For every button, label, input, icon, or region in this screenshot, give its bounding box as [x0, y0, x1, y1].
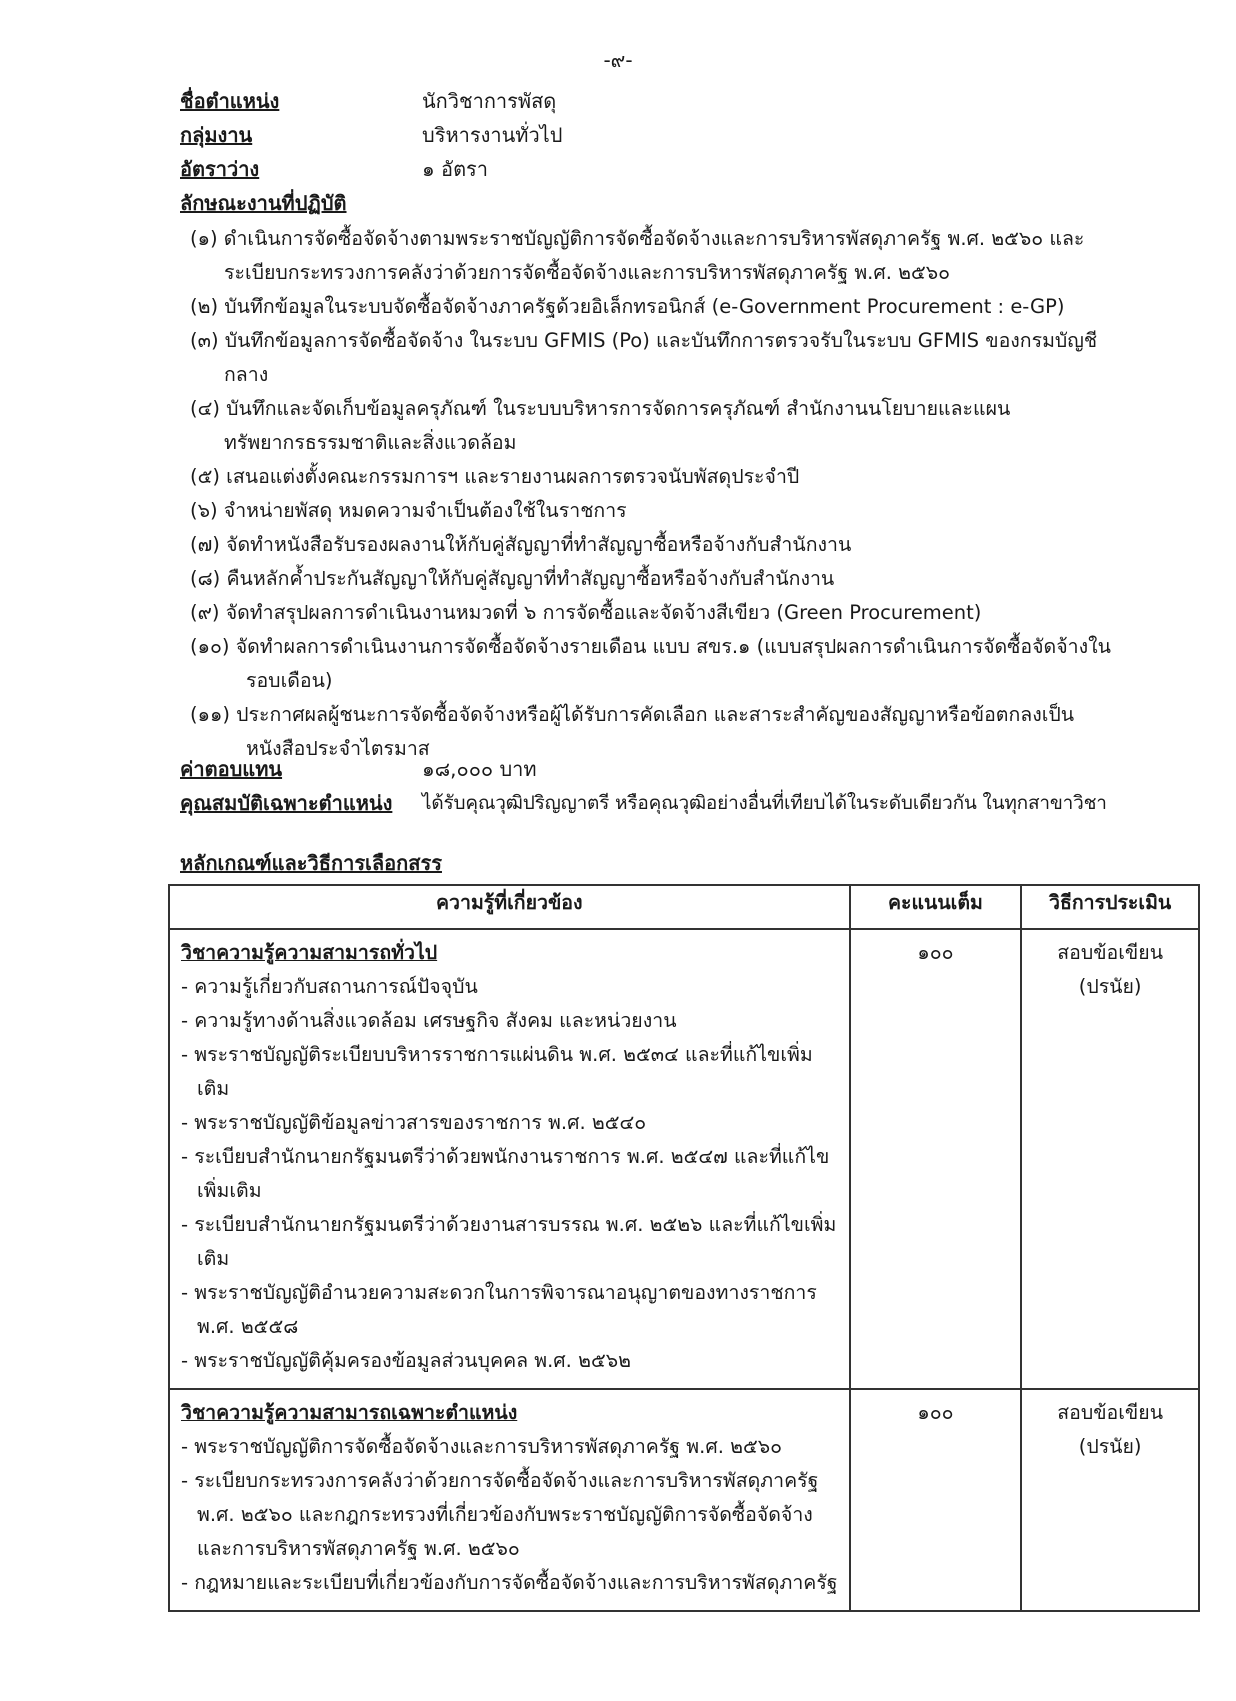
topic-item: - กฎหมายและระเบียบที่เกี่ยวข้องกับการจัดซื้อจัดจ้างและการบริหารพัสดุภาครัฐ [181, 1571, 838, 1594]
criteria-heading: หลักเกณฑ์และวิธีการเลือกสรร [180, 851, 442, 875]
topic-item: - ระเบียบสำนักนายกรัฐมนตรีว่าด้วยงานสารบรรณ พ.ศ. ๒๕๒๖ และที่แก้ไขเพิ่มเติม [181, 1213, 837, 1270]
knowledge-cell [169, 929, 850, 1389]
topic-item: - ความรู้ทางด้านสิ่งแวดล้อม เศรษฐกิจ สังคม และหน่วยงาน [181, 1009, 677, 1032]
duty-item: (๒) บันทึกข้อมูลในระบบจัดซื้อจัดจ้างภาครัฐด้วยอิเล็กทรอนิกส์ (e-Government Procurement : e-GP) [190, 295, 1065, 318]
method-cell [1021, 929, 1199, 1389]
field-value: นักวิชาการพัสดุ [422, 89, 557, 113]
field-label: กลุ่มงาน [180, 123, 253, 147]
table-row [169, 929, 1199, 1389]
field-label: ค่าตอบแทน [180, 757, 283, 781]
method-line: (ปรนัย) [1078, 975, 1142, 998]
method-line: สอบข้อเขียน [1057, 941, 1164, 964]
field-value: บริหารงานทั่วไป [422, 123, 563, 147]
duty-item: (๑๑) ประกาศผลผู้ชนะการจัดซื้อจัดจ้างหรือผู้ได้รับการคัดเลือก และสาระสำคัญของสัญญาหรือข้อตกลงเป็นหนังสือประจำไตรมาส [190, 703, 1075, 760]
column-header: คะแนนเต็ม [850, 885, 1022, 929]
topic-item: - พระราชบัญญัติระเบียบบริหารราชการแผ่นดิน พ.ศ. ๒๕๓๔ และที่แก้ไขเพิ่มเติม [181, 1043, 813, 1100]
score-cell [850, 1389, 1022, 1611]
duty-item: (๗) จัดทำหนังสือรับรองผลงานให้กับคู่สัญญาที่ทำสัญญาซื้อหรือจ้างกับสำนักงาน [190, 533, 852, 556]
score-value: ๑๐๐ [917, 941, 954, 964]
field-compensation [180, 752, 537, 786]
section-title: วิชาความรู้ความสามารถเฉพาะตำแหน่ง [181, 1401, 518, 1424]
duties-list [190, 222, 1130, 766]
method-cell [1021, 1389, 1199, 1611]
topic-item: - ความรู้เกี่ยวกับสถานการณ์ปัจจุบัน [181, 975, 478, 998]
field-label: ชื่อตำแหน่ง [180, 89, 280, 113]
field-vacancies [180, 152, 488, 186]
topic-item: - พระราชบัญญัติการจัดซื้อจัดจ้างและการบริหารพัสดุภาครัฐ พ.ศ. ๒๕๖๐ [181, 1435, 782, 1458]
field-value: ๑๘,๐๐๐ บาท [422, 757, 537, 781]
score-cell [850, 929, 1022, 1389]
method-line: (ปรนัย) [1078, 1435, 1142, 1458]
score-value: ๑๐๐ [917, 1401, 954, 1424]
knowledge-cell [169, 1389, 850, 1611]
duty-item: (๑) ดำเนินการจัดซื้อจัดจ้างตามพระราชบัญญัติการจัดซื้อจัดจ้างและการบริหารพัสดุภาครัฐ พ.ศ. ๒๕๖๐ และระเบียบกระทรวงการคลังว่าด้วยการจัดซื้อจัดจ้างและการบริหารพัสดุภาครัฐ พ.ศ. ๒๕๖๐ [190, 227, 1085, 284]
field-label: อัตราว่าง [180, 157, 260, 181]
field-qualification [180, 786, 1220, 820]
criteria-table [168, 884, 1200, 1612]
duty-item: (๖) จำหน่ายพัสดุ หมดความจำเป็นต้องใช้ในราชการ [190, 499, 627, 522]
duty-item: (๘) คืนหลักค้ำประกันสัญญาให้กับคู่สัญญาที่ทำสัญญาซื้อหรือจ้างกับสำนักงาน [190, 567, 835, 590]
table-row [169, 1389, 1199, 1611]
section-title: วิชาความรู้ความสามารถทั่วไป [181, 941, 438, 964]
field-position [180, 84, 556, 118]
field-value: ได้รับคุณวุฒิปริญญาตรี หรือคุณวุฒิอย่างอื่นที่เทียบได้ในระดับเดียวกัน ในทุกสาขาวิชา [422, 792, 1107, 814]
field-value: ๑ อัตรา [422, 157, 489, 181]
topic-item: - พระราชบัญญัติอำนวยความสะดวกในการพิจารณาอนุญาตของทางราชการ พ.ศ. ๒๕๕๘ [181, 1281, 817, 1338]
duty-item: (๑๐) จัดทำผลการดำเนินงานการจัดซื้อจัดจ้างรายเดือน แบบ สขร.๑ (แบบสรุปผลการดำเนินการจัดซื้อจัดจ้างในรอบเดือน) [190, 635, 1111, 692]
column-header: ความรู้ที่เกี่ยวข้อง [169, 885, 850, 929]
duties-heading: ลักษณะงานที่ปฏิบัติ [180, 191, 347, 215]
duty-item: (๔) บันทึกและจัดเก็บข้อมูลครุภัณฑ์ ในระบบบริหารการจัดการครุภัณฑ์ สำนักงานนโยบายและแผนทรัพยากรธรรมชาติและสิ่งแวดล้อม [190, 397, 1011, 454]
topic-item: - ระเบียบสำนักนายกรัฐมนตรีว่าด้วยพนักงานราชการ พ.ศ. ๒๕๔๗ และที่แก้ไขเพิ่มเติม [181, 1145, 830, 1202]
duty-item: (๕) เสนอแต่งตั้งคณะกรรมการฯ และรายงานผลการตรวจนับพัสดุประจำปี [190, 465, 800, 488]
method-line: สอบข้อเขียน [1057, 1401, 1164, 1424]
field-group [180, 118, 562, 152]
page-number: -๙- [603, 48, 633, 72]
duty-item: (๓) บันทึกข้อมูลการจัดซื้อจัดจ้าง ในระบบ GFMIS (Po) และบันทึกการตรวจรับในระบบ GFMIS ของกรมบัญชีกลาง [190, 329, 1098, 386]
field-label: คุณสมบัติเฉพาะตำแหน่ง [180, 791, 393, 815]
column-header: วิธีการประเมิน [1021, 885, 1199, 929]
topic-item: - พระราชบัญญัติข้อมูลข่าวสารของราชการ พ.ศ. ๒๕๔๐ [181, 1111, 647, 1134]
table-header-row [169, 885, 1199, 929]
topic-item: - ระเบียบกระทรวงการคลังว่าด้วยการจัดซื้อจัดจ้างและการบริหารพัสดุภาครัฐ พ.ศ. ๒๕๖๐ และกฎกระทรวงที่เกี่ยวข้องกับพระราชบัญญัติการจัดซื้อจัดจ้างและการบริหารพัสดุภาครัฐ พ.ศ. ๒๕๖๐ [181, 1469, 819, 1560]
duty-item: (๙) จัดทำสรุปผลการดำเนินงานหมวดที่ ๖ การจัดซื้อและจัดจ้างสีเขียว (Green Procurement) [190, 601, 982, 624]
topic-item: - พระราชบัญญัติคุ้มครองข้อมูลส่วนบุคคล พ.ศ. ๒๕๖๒ [181, 1349, 631, 1372]
